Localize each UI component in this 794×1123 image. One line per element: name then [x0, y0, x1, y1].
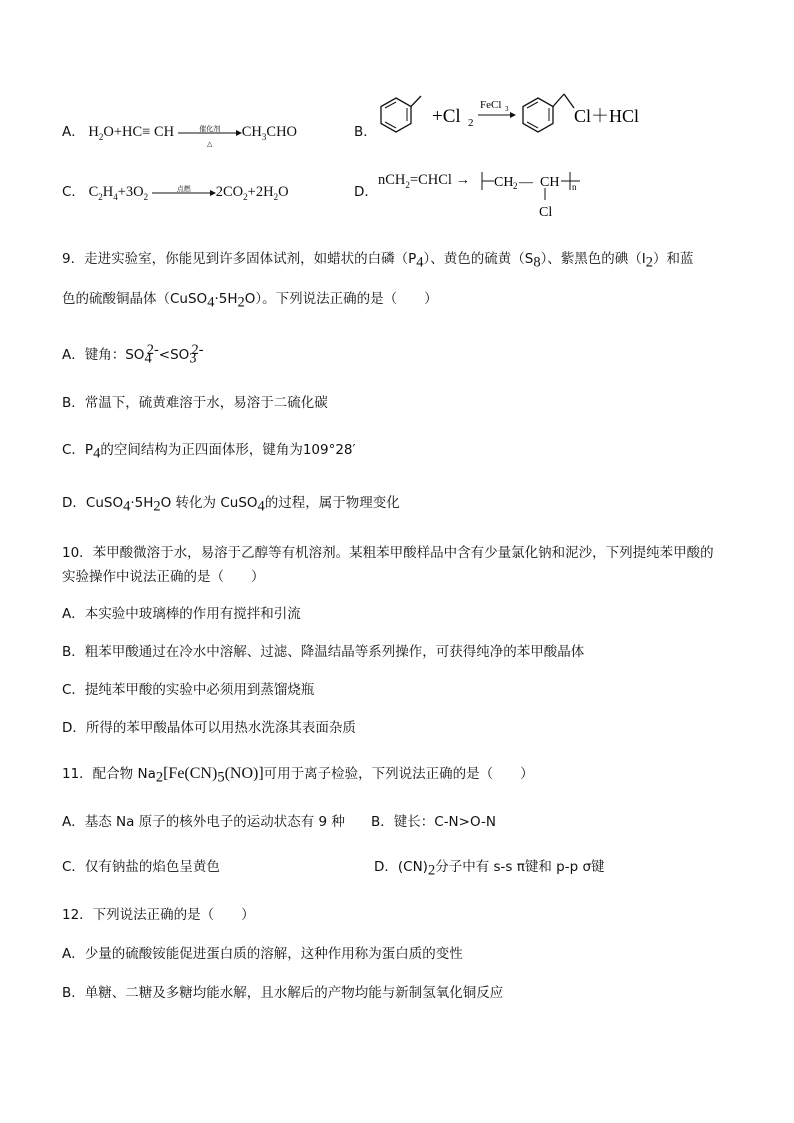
- svg-text:2: 2: [513, 181, 518, 191]
- q11-stem: 11．配合物 $Na_2[Fe(CN)_5(NO)]$可用于离子检验，下列说法正确的是（ ）: [62, 765, 534, 786]
- q10-option-a: A．本实验中玻璃棒的作用有搅拌和引流: [62, 606, 301, 622]
- q10-stem-line1: 10．苯甲酸微溶于水，易溶于乙醇等有机溶剂。某粗苯甲酸样品中含有少量氯化钠和泥沙，下列提纯苯甲酸的: [62, 545, 714, 561]
- svg-text:+Cl: +Cl: [432, 106, 461, 127]
- svg-text:Cl: Cl: [539, 205, 553, 220]
- q9-stem-line1: 9．走进实验室，你能见到许多固体试剂，如蜡状的白磷$(P_4)$、黄色的硫黄$(S_8)$、紫黑色的碘$(I_2)$和蓝: [62, 251, 694, 271]
- q9-option-d: D．$CuSO_4\cdot 5H_2O$ 转化为 CuSO$_4$的过程，属于物理变化: [62, 495, 400, 515]
- q12-option-a: A．少量的硫酸铵能促进蛋白质的溶解，这种作用称为蛋白质的变性: [62, 946, 463, 962]
- svg-text:Cl＋HCl: Cl＋HCl: [574, 106, 640, 126]
- q9-option-a: A．键角：$SO_4^{2-}<SO_3^{2-}$: [62, 341, 204, 367]
- reaction-arrow: 催化剂 △: [178, 123, 242, 143]
- q9-option-c: C．$P_4$的空间结构为正四面体形，键角为109°28′: [62, 442, 356, 462]
- q11-option-c: C．仅有钠盐的焰色呈黄色: [62, 859, 220, 875]
- q8-option-a: A． $H_2O+HC\equiv$ CH 催化剂 △ $CH_3CHO$: [62, 124, 298, 148]
- q11-option-b: B．键长：C-N>O-N: [371, 814, 496, 830]
- q10-option-d: D．所得的苯甲酸晶体可以用热水洗涤其表面杂质: [62, 720, 356, 736]
- q8-option-b-label: B．: [354, 124, 377, 140]
- q8-option-b-equation: [374, 88, 664, 140]
- q10-option-b: B．粗苯甲酸通过在冷水中溶解、过滤、降温结晶等系列操作，可获得纯净的苯甲酸晶体: [62, 644, 585, 660]
- svg-text:—: —: [519, 175, 533, 190]
- svg-text:FeCl: FeCl: [480, 99, 502, 111]
- svg-text:2: 2: [468, 117, 474, 129]
- q10-stem-line2: 实验操作中说法正确的是（ ）: [62, 569, 265, 585]
- q9-option-b: B．常温下，硫黄难溶于水，易溶于二硫化碳: [62, 395, 328, 411]
- q12-option-b: B．单糖、二糖及多糖均能水解，且水解后的产物均能与新制氢氧化铜反应: [62, 985, 504, 1001]
- q9-stem-line2: 色的硫酸铜晶体$(CuSO_4\cdot 5H_2O)$。下列说法正确的是（ ）: [62, 291, 438, 311]
- q8-option-d-label: D．: [354, 184, 378, 200]
- q8-option-c: C． $C_2H_4+3O_2$ 点燃 $2CO_2+2H_2O$: [62, 184, 289, 202]
- q12-stem: 12．下列说法正确的是（ ）: [62, 907, 255, 923]
- q8-option-d-equation: nCH$_2$=CHCl →: [378, 172, 471, 190]
- svg-text:CH: CH: [494, 175, 514, 190]
- svg-text:n: n: [572, 182, 577, 192]
- q11-option-a: A．基态 Na 原子的核外电子的运动状态有 9 种: [62, 814, 345, 830]
- q11-option-d: D．$(CN)_2$分子中有 s-s π键和 p-p σ键: [374, 859, 605, 879]
- polymer-structure: [476, 166, 596, 222]
- reaction-arrow: 点燃: [152, 183, 216, 203]
- svg-text:3: 3: [505, 105, 509, 113]
- svg-text:CH: CH: [540, 175, 560, 190]
- q10-option-c: C．提纯苯甲酸的实验中必须用到蒸馏烧瓶: [62, 682, 315, 698]
